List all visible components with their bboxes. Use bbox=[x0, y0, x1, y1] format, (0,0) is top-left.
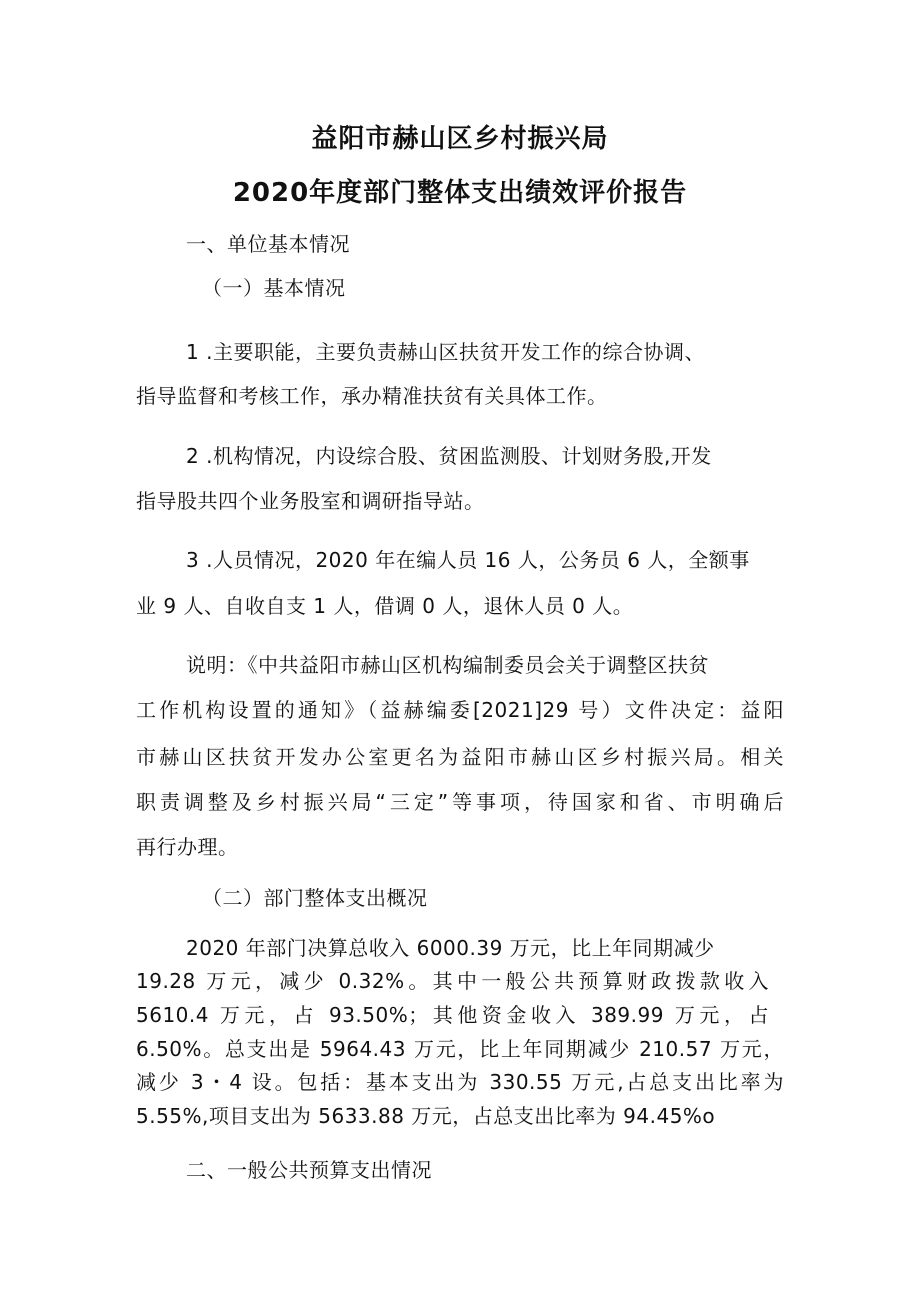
item3-line2: 业 9 人、自收自支 1 人，借调 0 人，退休人员 0 人。 bbox=[136, 594, 634, 618]
item2-line2: 指导股共四个业务股室和调研指导站。 bbox=[136, 489, 485, 513]
section2-heading: 二、一般公共预算支出情况 bbox=[186, 1158, 432, 1182]
section1-heading: 一、单位基本情况 bbox=[186, 232, 350, 256]
note-line1: 说明：《中共益阳市赫山区机构编制委员会关于调整区扶贫 bbox=[186, 653, 709, 677]
subsection2-heading: （二）部门整体支出概况 bbox=[202, 886, 428, 910]
note-line3: 市赫山区扶贫开发办公室更名为益阳市赫山区乡村振兴局。相关 bbox=[136, 745, 784, 769]
item1-line1: 1 .主要职能，主要负责赫山区扶贫开发工作的综合协调、 bbox=[186, 340, 705, 364]
item3-line1: 3 .人员情况，2020 年在编人员 16 人，公务员 6 人，全额事 bbox=[186, 548, 750, 572]
document-title-line2: 2020年度部门整体支出绩效评价报告 bbox=[232, 178, 688, 208]
overview-line6: 5.55%,项目支出为 5633.88 万元，占总支出比率为 94.45%o bbox=[136, 1104, 716, 1128]
overview-line2: 19.28 万元，减少 0.32%。其中一般公共预算财政拨款收入 bbox=[136, 969, 769, 993]
note-line2: 工作机构设置的通知》（益赫编委[2021]29 号）文件决定：益阳 bbox=[136, 698, 784, 722]
note-line5: 再行办理。 bbox=[136, 835, 239, 859]
overview-line4: 6.50%。总支出是 5964.43 万元，比上年同期减少 210.57 万元， bbox=[136, 1037, 784, 1061]
item2-line1: 2 .机构情况，内设综合股、贫困监测股、计划财务股,开发 bbox=[186, 444, 712, 468]
overview-line5: 减少 3・4 设。包括：基本支出为 330.55 万元,占总支出比率为 bbox=[136, 1070, 784, 1094]
document-title-line1: 益阳市赫山区乡村振兴局 bbox=[311, 124, 609, 154]
item1-line2: 指导监督和考核工作，承办精准扶贫有关具体工作。 bbox=[136, 384, 608, 408]
overview-line3: 5610.4 万元，占 93.50%；其他资金收入 389.99 万元，占 bbox=[136, 1003, 769, 1027]
note-line4: 职责调整及乡村振兴局“三定”等事项，待国家和省、市明确后 bbox=[136, 790, 784, 814]
subsection1-heading: （一）基本情况 bbox=[202, 276, 346, 300]
overview-line1: 2020 年部门决算总收入 6000.39 万元，比上年同期减少 bbox=[186, 936, 715, 960]
